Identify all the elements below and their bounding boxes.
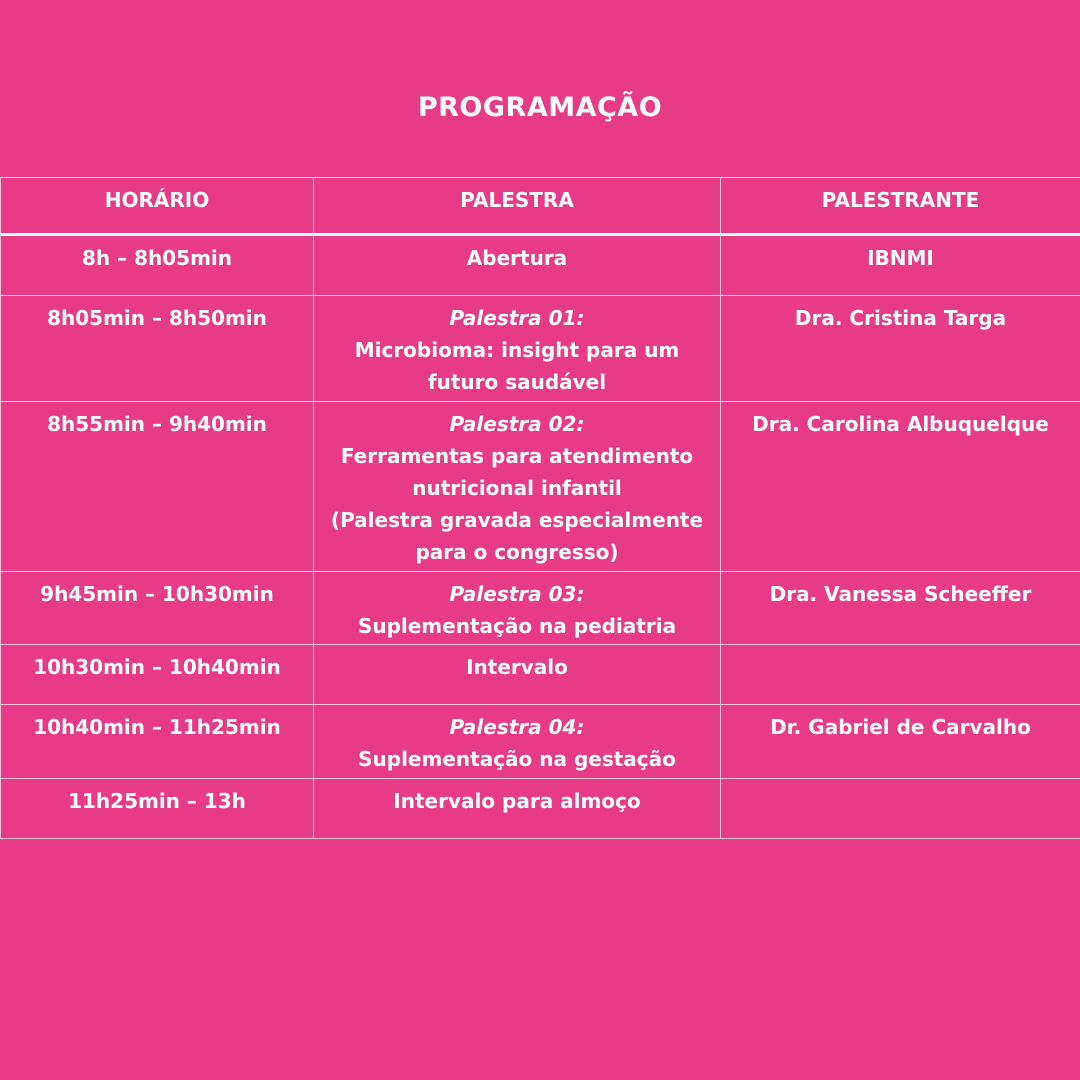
speaker-cell: Dra. Carolina Albuquelque xyxy=(721,402,1080,572)
talk-note: para o congresso) xyxy=(415,540,619,564)
table-row xyxy=(1,705,1080,779)
speaker-cell: IBNMI xyxy=(721,235,1080,296)
talk-title: Abertura xyxy=(466,246,568,270)
header-talk: PALESTRA xyxy=(314,178,721,235)
speaker-cell: Dr. Gabriel de Carvalho xyxy=(721,705,1080,779)
talk-title: Suplementação na pediatria xyxy=(357,614,677,638)
talk-label: Palestra 01: xyxy=(449,306,585,330)
talk-title: futuro saudável xyxy=(427,370,607,394)
time-cell: 11h25min – 13h xyxy=(1,779,314,839)
talk-cell xyxy=(314,235,721,296)
time-cell: 8h – 8h05min xyxy=(1,235,314,296)
table-row xyxy=(1,296,1080,402)
speaker-cell xyxy=(721,779,1080,839)
talk-cell xyxy=(314,779,721,839)
talk-label: Palestra 04: xyxy=(449,715,585,739)
talk-title: Intervalo xyxy=(466,655,568,679)
talk-label: Palestra 02: xyxy=(449,412,585,436)
table-row xyxy=(1,645,1080,705)
speaker-cell: Dra. Vanessa Scheeffer xyxy=(721,572,1080,645)
table-row xyxy=(1,402,1080,572)
time-cell: 10h30min – 10h40min xyxy=(1,645,314,705)
time-cell: 8h55min – 9h40min xyxy=(1,402,314,572)
page-title: PROGRAMAÇÃO xyxy=(417,92,663,123)
table-row xyxy=(1,572,1080,645)
talk-title: Suplementação na gestação xyxy=(358,747,676,771)
time-cell: 8h05min – 8h50min xyxy=(1,296,314,402)
talk-cell xyxy=(314,645,721,705)
talk-title: Microbioma: insight para um xyxy=(354,338,680,362)
speaker-cell: Dra. Cristina Targa xyxy=(721,296,1080,402)
talk-note: (Palestra gravada especialmente xyxy=(330,508,704,532)
time-cell: 10h40min – 11h25min xyxy=(1,705,314,779)
talk-cell xyxy=(314,572,721,645)
header-speaker: PALESTRANTE xyxy=(721,178,1080,235)
schedule-table xyxy=(0,177,1080,839)
table-row xyxy=(1,235,1080,296)
talk-cell xyxy=(314,705,721,779)
table-row xyxy=(1,779,1080,839)
table-header-row xyxy=(1,178,1080,235)
talk-cell xyxy=(314,296,721,402)
time-cell: 9h45min – 10h30min xyxy=(1,572,314,645)
talk-cell xyxy=(314,402,721,572)
speaker-cell xyxy=(721,645,1080,705)
talk-title: Intervalo para almoço xyxy=(393,789,641,813)
header-time: HORÁRIO xyxy=(1,178,314,235)
talk-title: Ferramentas para atendimento xyxy=(340,444,694,468)
talk-label: Palestra 03: xyxy=(449,582,585,606)
talk-title: nutricional infantil xyxy=(412,476,622,500)
